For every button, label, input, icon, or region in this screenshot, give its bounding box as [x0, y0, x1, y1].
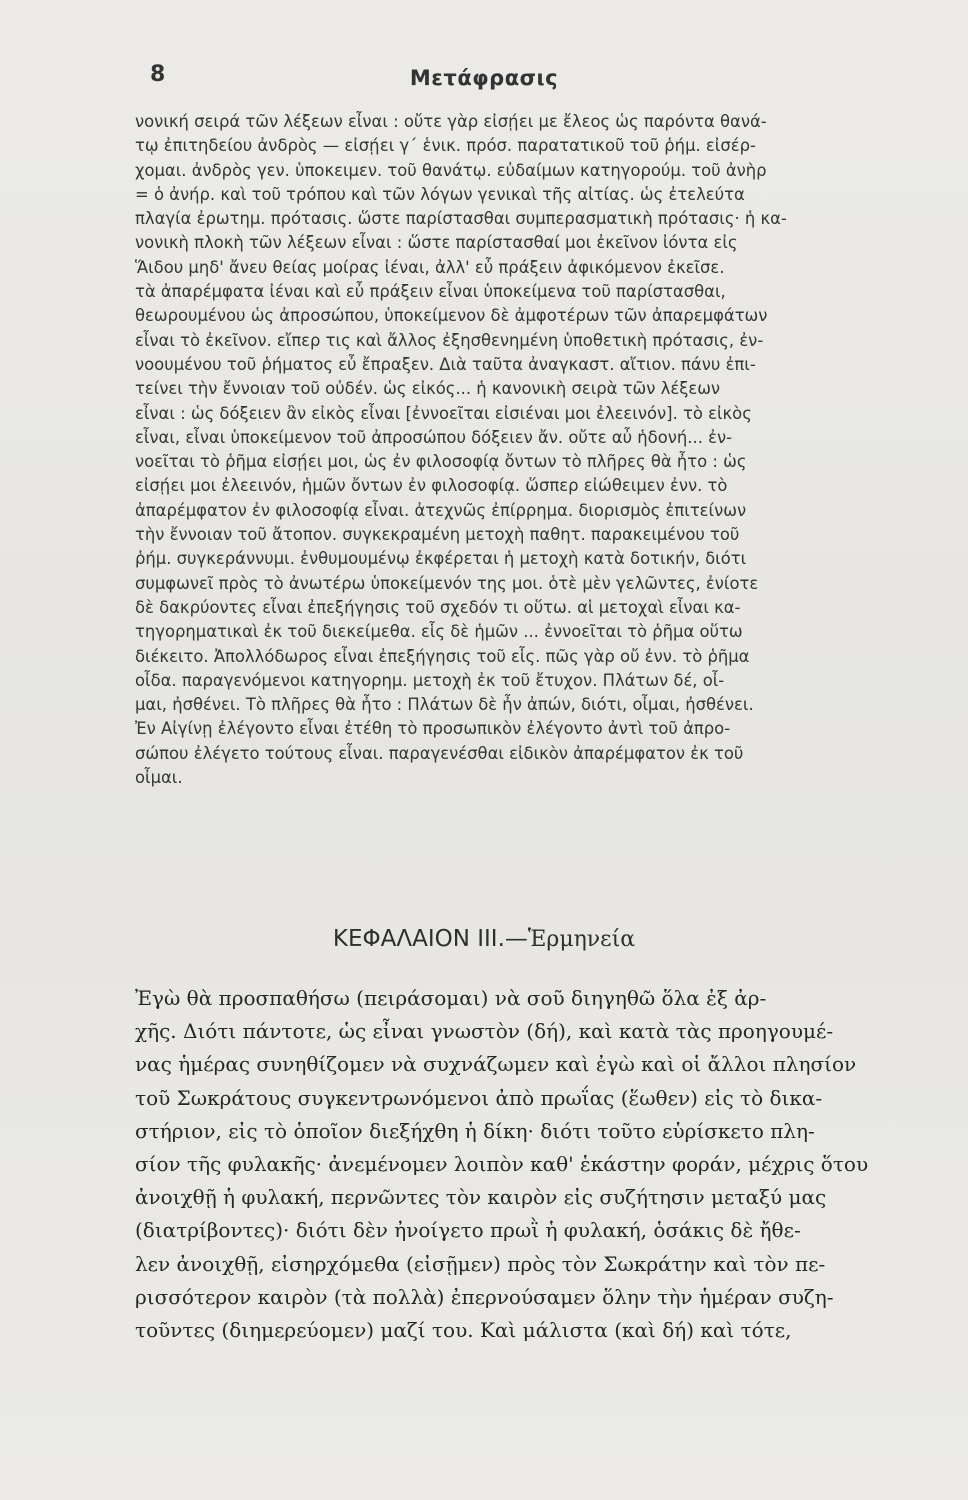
note-line: Ἅιδου μηδ' ἄνευ θείας μοίρας ἰέναι, ἀλλ' εὖ πράξειν ἀφικόμενον ἐκεῖσε.	[135, 257, 725, 277]
note-line: οἶμαι.	[135, 768, 183, 788]
text-line: ρισσότερον καιρὸν (τὰ πολλὰ) ἐπερνούσαμεν ὅλην τὴν ἡμέραν συζη-	[135, 1284, 834, 1309]
note-line: εἶναι τὸ ἐκεῖνον. εἴπερ τις καὶ ἄλλος ἐξησθενημένη ὑποθετικὴ πρότασις, ἐν-	[135, 330, 764, 350]
chapter-title: Ἑρμηνεία	[527, 927, 636, 952]
note-line: χομαι. ἀνδρὸς γεν. ὑποκειμεν. τοῦ θανάτῳ. εὐδαίμων κατηγορούμ. τοῦ ἀνὴρ	[135, 160, 767, 180]
note-line: δὲ δακρύοντες εἶναι ἐπεξήγησις τοῦ σχεδόν τι οὕτω. αἱ μετοχαὶ εἶναι κα-	[135, 597, 741, 617]
note-line: Ἐν Αἰγίνῃ ἐλέγοντο εἶναι ἐτέθη τὸ προσωπικὸν ἐλέγοντο ἀντὶ τοῦ ἀπρο-	[135, 719, 731, 739]
text-line: νας ἡμέρας συνηθίζομεν νὰ συχνάζωμεν καὶ ἐγὼ καὶ οἱ ἄλλοι πλησίον	[135, 1052, 857, 1077]
running-title: Μετάφρασις	[409, 66, 559, 90]
note-line: ῥήμ. συγκεράννυμι. ἐνθυμουμένῳ ἐκφέρεται ἡ μετοχὴ κατὰ δοτικήν, διότι	[135, 549, 747, 569]
text-line: λεν ἀνοιχθῇ, εἰσηρχόμεθα (εἰσῇμεν) πρὸς τὸν Σωκράτην καὶ τὸν πε-	[135, 1251, 826, 1276]
chapter-label: ΚΕΦΑΛΑΙΟΝ III.—	[332, 926, 528, 952]
note-line: τηγορηματικαὶ ἐκ τοῦ διεκείμεθα. εἷς δὲ ἡμῶν ... ἐννοεῖται τὸ ῥῆμα οὕτω	[135, 622, 743, 642]
text-line: τοῦ Σωκράτους συγκεντρωνόμενοι ἀπὸ πρωΐας (ἕωθεν) εἰς τὸ δικα-	[135, 1085, 823, 1110]
text-line: στήριον, εἰς τὸ ὁποῖον διεξήχθη ἡ δίκη· διότι τοῦτο εὑρίσκετο πλη-	[135, 1118, 815, 1143]
note-line: τῳ ἐπιτηδείου ἀνδρὸς — εἰσῄει γ΄ ἑνικ. πρόσ. παρατατικοῦ τοῦ ῥήμ. εἰσέρ-	[135, 136, 756, 156]
note-line: σώπου ἐλέγετο τούτους εἶναι. παραγενέσθαι εἰδικὸν ἀπαρέμφατον ἐκ τοῦ	[135, 743, 744, 763]
note-line: τείνει τὴν ἔννοιαν τοῦ οὐδέν. ὡς εἰκός... ἡ κανονικὴ σειρὰ τῶν λέξεων	[135, 379, 721, 399]
note-line: μαι, ἠσθένει. Τὸ πλῆρες θὰ ἦτο : Πλάτων δὲ ἦν ἀπών, διότι, οἶμαι, ἠσθένει.	[135, 695, 754, 715]
text-line: χῆς. Διότι πάντοτε, ὡς εἶναι γνωστὸν (δή), καὶ κατὰ τὰς προηγουμέ-	[135, 1019, 834, 1044]
note-line: τὰ ἀπαρέμφατα ἰέναι καὶ εὖ πράξειν εἶναι ὑποκείμενα τοῦ παρίστασθαι,	[135, 282, 726, 302]
note-line: = ὁ ἀνήρ. καὶ τοῦ τρόπου καὶ τῶν λόγων γενικαὶ τῆς αἰτίας. ὡς ἐτελεύτα	[135, 184, 745, 204]
translation-text	[135, 982, 905, 1347]
note-line: συμφωνεῖ πρὸς τὸ ἀνωτέρω ὑποκείμενόν της μοι. ὁτὲ μὲν γελῶντες, ἐνίοτε	[135, 573, 759, 593]
note-line: εἶναι, εἶναι ὑποκείμενον τοῦ ἀπροσώπου δόξειεν ἄν. οὔτε αὖ ἡδονή... ἐν-	[135, 427, 733, 447]
text-line: σίον τῆς φυλακῆς· ἀνεμένομεν λοιπὸν καθ' ἑκάστην φοράν, μέχρις ὅτου	[135, 1152, 869, 1177]
note-line: νονική σειρά τῶν λέξεων εἶναι : οὔτε γὰρ εἰσῄει με ἔλεος ὡς παρόντα θανά-	[135, 112, 767, 131]
text-line: ἀνοιχθῇ ἡ φυλακή, περνῶντες τὸν καιρὸν εἰς συζήτησιν μεταξύ μας	[135, 1185, 827, 1210]
commentary-notes	[135, 110, 905, 790]
note-line: τὴν ἔννοιαν τοῦ ἄτοπον. συγκεκραμένη μετοχὴ παθητ. παρακειμένου τοῦ	[135, 525, 740, 545]
note-line: εἰσῄει μοι ἐλεεινόν, ἡμῶν ὄντων ἐν φιλοσοφίᾳ. ὥσπερ εἰώθειμεν ἐνν. τὸ	[135, 476, 728, 496]
note-line: θεωρουμένου ὡς ἀπροσώπου, ὑποκείμενον δὲ ἀμφοτέρων τῶν ἀπαρεμφάτων	[135, 306, 768, 326]
page-number: 8	[150, 62, 166, 87]
chapter-heading	[0, 926, 968, 952]
text-line: Ἐγὼ θὰ προσπαθήσω (πειράσομαι) νὰ σοῦ διηγηθῶ ὅλα ἐξ ἀρ-	[135, 986, 767, 1010]
note-line: εἶναι : ὡς δόξειεν ἂν εἰκὸς εἶναι [ἐννοεῖται εἰσιέναι μοι ἐλεεινόν]. τὸ εἰκὸς	[135, 403, 752, 423]
note-line: νοουμένου τοῦ ῥήματος εὖ ἔπραξεν. Διὰ ταῦτα ἀναγκαστ. αἴτιον. πάνυ ἐπι-	[135, 354, 756, 374]
text-line: τοῦντες (διημερεύομεν) μαζί του. Καὶ μάλιστα (καὶ δή) καὶ τότε,	[135, 1318, 792, 1343]
note-line: οἶδα. παραγενόμενοι κατηγορημ. μετοχὴ ἐκ τοῦ ἔτυχον. Πλάτων δέ, οἶ-	[135, 670, 725, 690]
note-line: νοεῖται τὸ ῥῆμα εἰσῄει μοι, ὡς ἐν φιλοσοφίᾳ ὄντων τὸ πλῆρες θὰ ἦτο : ὡς	[135, 452, 747, 472]
note-line: πλαγία ἐρωτημ. πρότασις. ὥστε παρίστασθαι συμπερασματικὴ πρότασις· ἡ κα-	[135, 209, 787, 229]
note-line: νονικὴ πλοκὴ τῶν λέξεων εἶναι : ὥστε παρίστασθαί μοι ἐκεῖνον ἰόντα εἰς	[135, 233, 738, 253]
note-line: ἀπαρέμφατον ἐν φιλοσοφίᾳ εἶναι. ἀτεχνῶς ἐπίρρημα. διορισμὸς ἐπιτείνων	[135, 500, 747, 520]
text-line: (διατρίβοντες)· διότι δὲν ἠνοίγετο πρωῒ ἡ φυλακή, ὁσάκις δὲ ἤθε-	[135, 1218, 801, 1243]
note-line: διέκειτο. Ἀπολλόδωρος εἶναι ἐπεξήγησις τοῦ εἷς. πῶς γὰρ οὔ ἐνν. τὸ ῥῆμα	[135, 646, 750, 666]
